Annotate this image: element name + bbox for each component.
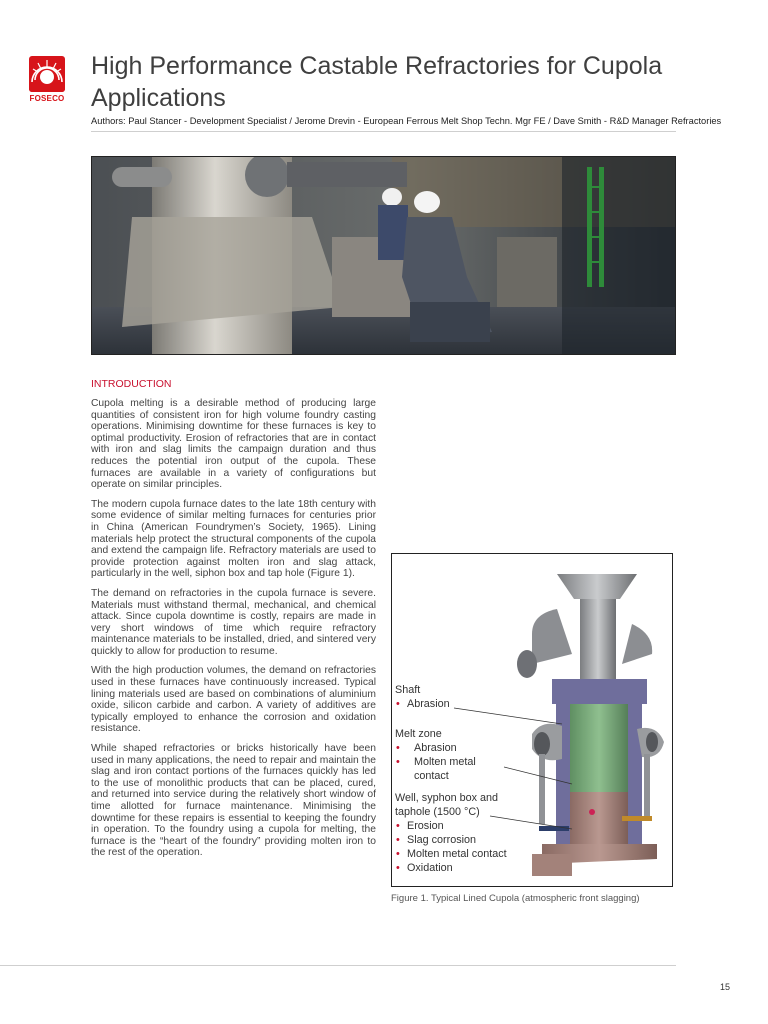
label-melt-zone [395, 727, 495, 783]
label-melt-title: Melt zone [395, 728, 442, 740]
label-well-item: • Molten metal contact [395, 847, 507, 861]
label-well-zone [395, 791, 507, 875]
label-well-item: • Slag corrosion [395, 833, 507, 847]
label-well-item: • Oxidation [395, 861, 507, 875]
label-well-item: • Erosion [395, 819, 507, 833]
foundry-workers-photo [91, 156, 676, 355]
label-shaft-item: • Abrasion [395, 697, 450, 711]
label-shaft [395, 683, 450, 711]
paragraph-5: While shaped refractories or bricks historically have been used in many applications, the need to repair and maintain the slag and iron contact portions of the furnaces quickly has led to the use of monolithic products that can be placed, cured, and returned into service during the relatively short window of time allotted for furnace maintenance. Minimising the downtime for these repairs is essential to keeping the foundry in operation. To the foundry using a cupola for melting, the furnace is the “heart of the foundry” providing molten iron to the rest of the operation. [91, 743, 376, 859]
introduction-body [91, 398, 376, 867]
page-number: 15 [720, 982, 731, 992]
label-shaft-title: Shaft [395, 684, 421, 696]
paragraph-1: Cupola melting is a desirable method of producing large quantities of consistent iron for high volume foundry casting operations. Minimising downtime for these furnaces is key to optimal productivity. Erosion of refractories that are in contact with iron and slag limits the campaign duration and thus reduces the potential iron output of the cupola. These furnaces are available in a variety of configurations but operate on similar principles. [91, 398, 376, 491]
paragraph-4: With the high production volumes, the demand on refractories used in these furnaces have continuously increased. Typical lining materials used are based on combinations of aluminium oxide, silicon carbide and carbon. A variety of additives are typically employed to enhance the corrosion and oxidation resistance. [91, 665, 376, 735]
footer-divider [0, 965, 676, 966]
label-melt-item: • Molten metal contact [395, 755, 495, 783]
label-melt-item: • Abrasion [395, 741, 495, 755]
cupola-figure [391, 553, 673, 887]
label-well-title-1: Well, syphon box and [395, 792, 499, 804]
authors-line: Authors: Paul Stancer - Development Specialist / Jerome Drevin - European Ferrous Melt Shop Techn. Mgr FE / Dave Smith - R&D Manager Refractories [91, 116, 722, 126]
page-title: High Performance Castable Refractories for Cupola Applications [91, 52, 663, 112]
foseco-logo [26, 56, 68, 106]
figure-caption: Figure 1. Typical Lined Cupola (atmospheric front slagging) [391, 893, 640, 904]
paragraph-3: The demand on refractories in the cupola furnace is severe. Materials must withstand thermal, mechanical, and chemical attack. Since cupola downtime is costly, repairs are made in very short windows of time which require refractory maintenance materials to be installed, dried, and sintered very quickly to allow for production to resume. [91, 587, 376, 657]
header-divider [91, 131, 676, 132]
label-well-title-2: taphole (1500 °C) [395, 806, 480, 818]
paragraph-2: The modern cupola furnace dates to the late 18th century with some evidence of similar melting furnaces for centuries prior in China (American Foundrymen’s Society, 1965). Lining materials help protect the structural components of the cupola and extend the campaign life. Refractory materials are used to provide protection against molten iron and slag attack, particularly in the well, siphon box and tap hole (Figure 1). [91, 498, 376, 580]
foseco-emblem-icon [29, 56, 65, 92]
logo-wordmark: FOSECO [29, 94, 65, 103]
section-heading-introduction: INTRODUCTION [91, 378, 172, 390]
